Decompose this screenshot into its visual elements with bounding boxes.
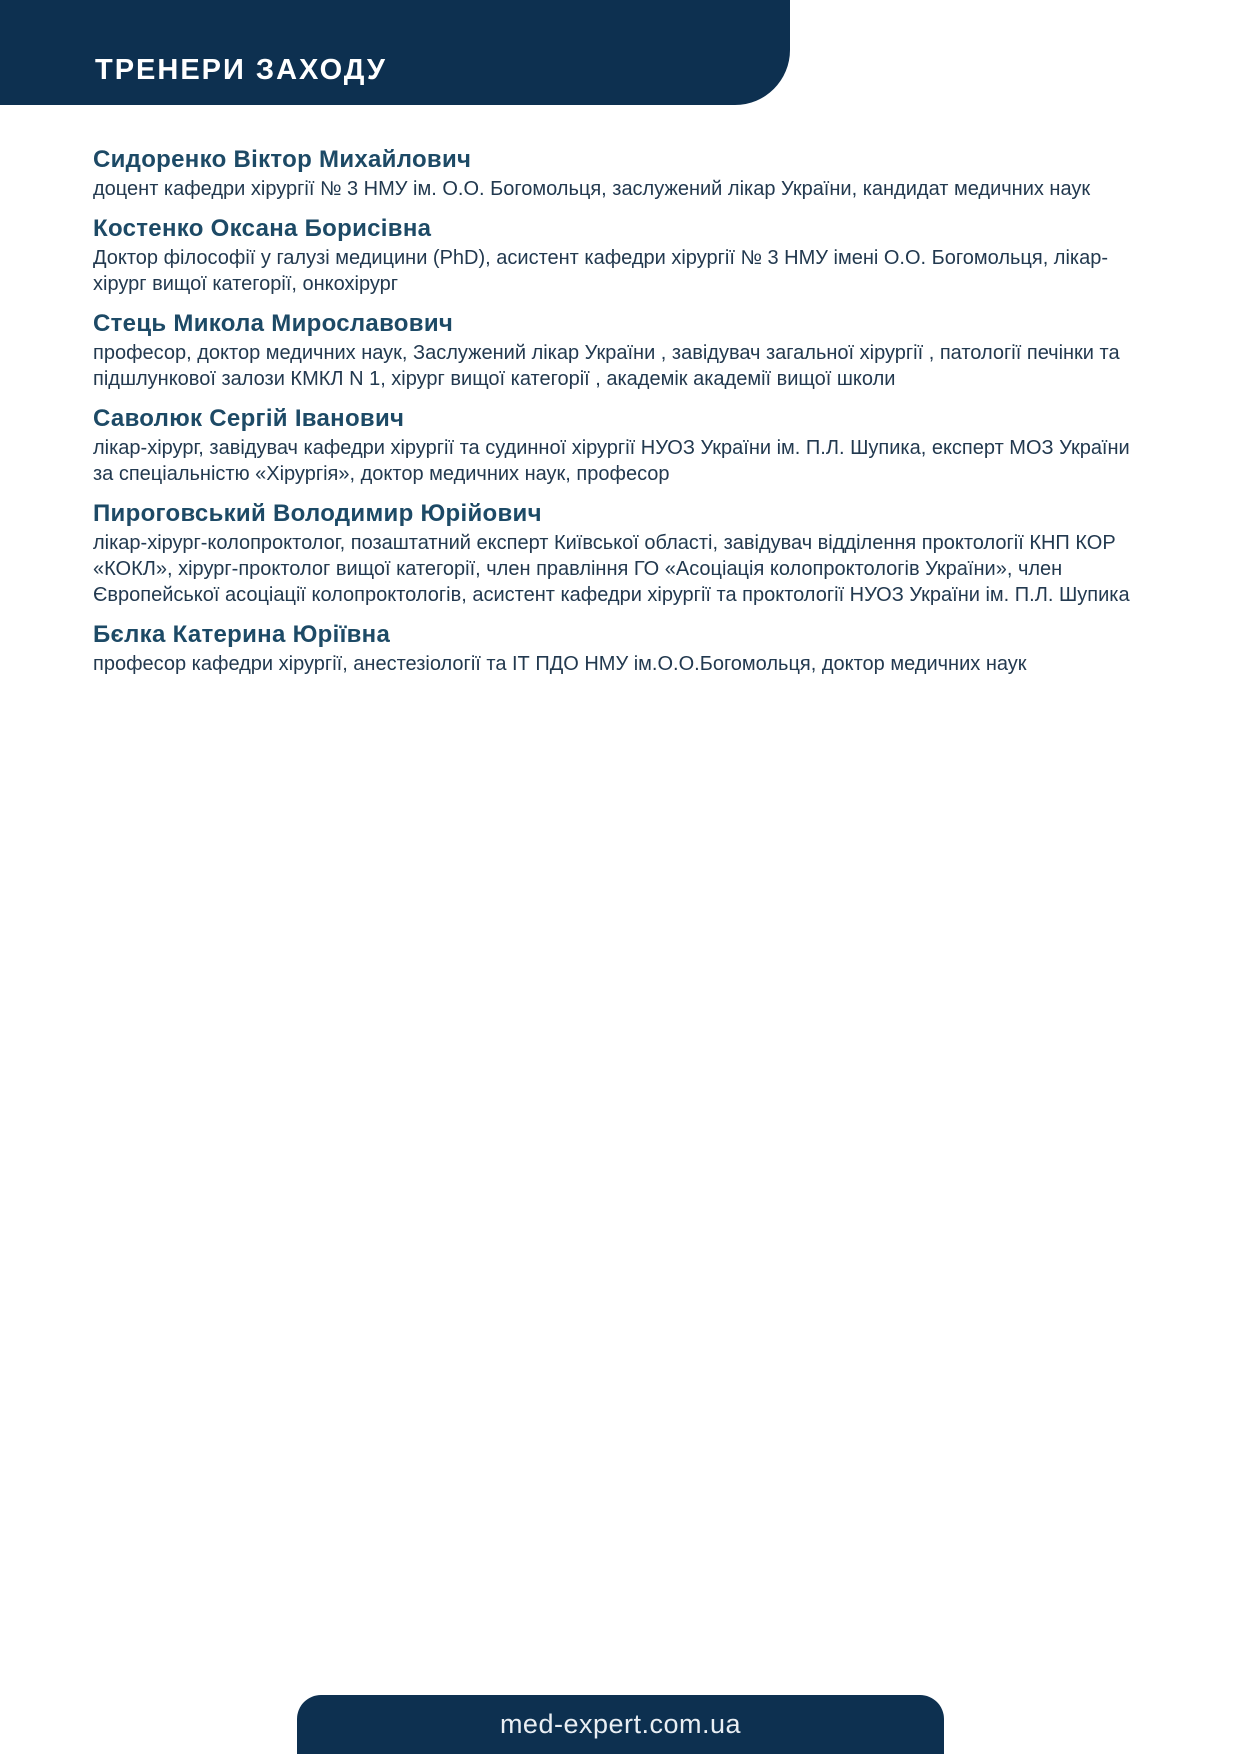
trainer-name: Бєлка Катерина Юріївна bbox=[93, 621, 391, 648]
trainer-entry bbox=[93, 310, 1155, 392]
trainer-entry bbox=[93, 405, 1155, 487]
trainer-description: лікар-хірург, завідувач кафедри хірургії та судинної хірургії НУОЗ України ім. П.Л. Шупика, експерт МОЗ України за спеціальністю «Хірургія», доктор медичних наук, професор bbox=[93, 437, 1130, 485]
trainer-name: Саволюк Сергій Іванович bbox=[93, 405, 405, 432]
trainer-description: професор кафедри хірургії, анестезіології та ІТ ПДО НМУ ім.О.О.Богомольця, доктор медичних наук bbox=[93, 653, 1027, 675]
trainer-entry bbox=[93, 621, 1155, 677]
trainer-name: Пироговський Володимир Юрійович bbox=[93, 500, 542, 527]
page-title: ТРЕНЕРИ ЗАХОДУ bbox=[95, 54, 387, 86]
footer-banner bbox=[297, 1695, 944, 1754]
trainer-description: професор, доктор медичних наук, Заслужений лікар України , завідувач загальної хірургії , патології печінки та підшлункової залози КМКЛ N 1, хірург вищої категорії , академік академії вищої школи bbox=[93, 342, 1120, 390]
trainer-entry bbox=[93, 215, 1155, 297]
trainer-name: Костенко Оксана Борисівна bbox=[93, 215, 432, 242]
trainer-entry bbox=[93, 500, 1155, 608]
trainer-name: Сидоренко Віктор Михайлович bbox=[93, 146, 472, 173]
trainer-description: Доктор філософії у галузі медицини (PhD), асистент кафедри хірургії № 3 НМУ імені О.О. Богомольця, лікар-хірург вищої категорії, онкохірург bbox=[93, 247, 1109, 295]
trainer-description: лікар-хірург-колопроктолог, позаштатний експерт Київської області, завідувач відділення проктології КНП КОР «КОКЛ», хірург-проктолог вищої категорії, член правління ГО «Асоціація колопроктологів України», член Європейської асоціації колопроктологів, асистент кафедри хірургії та проктології НУОЗ України ім. П.Л. Шупика bbox=[93, 532, 1130, 606]
trainer-entry bbox=[93, 146, 1155, 202]
website-link[interactable]: med-expert.com.ua bbox=[499, 1709, 742, 1739]
trainer-name: Стець Микола Мирославович bbox=[93, 310, 454, 337]
header-banner bbox=[0, 0, 790, 105]
trainer-description: доцент кафедри хірургії № 3 НМУ ім. О.О. Богомольця, заслужений лікар України, кандидат медичних наук bbox=[93, 178, 1091, 200]
trainers-list bbox=[93, 146, 1155, 690]
